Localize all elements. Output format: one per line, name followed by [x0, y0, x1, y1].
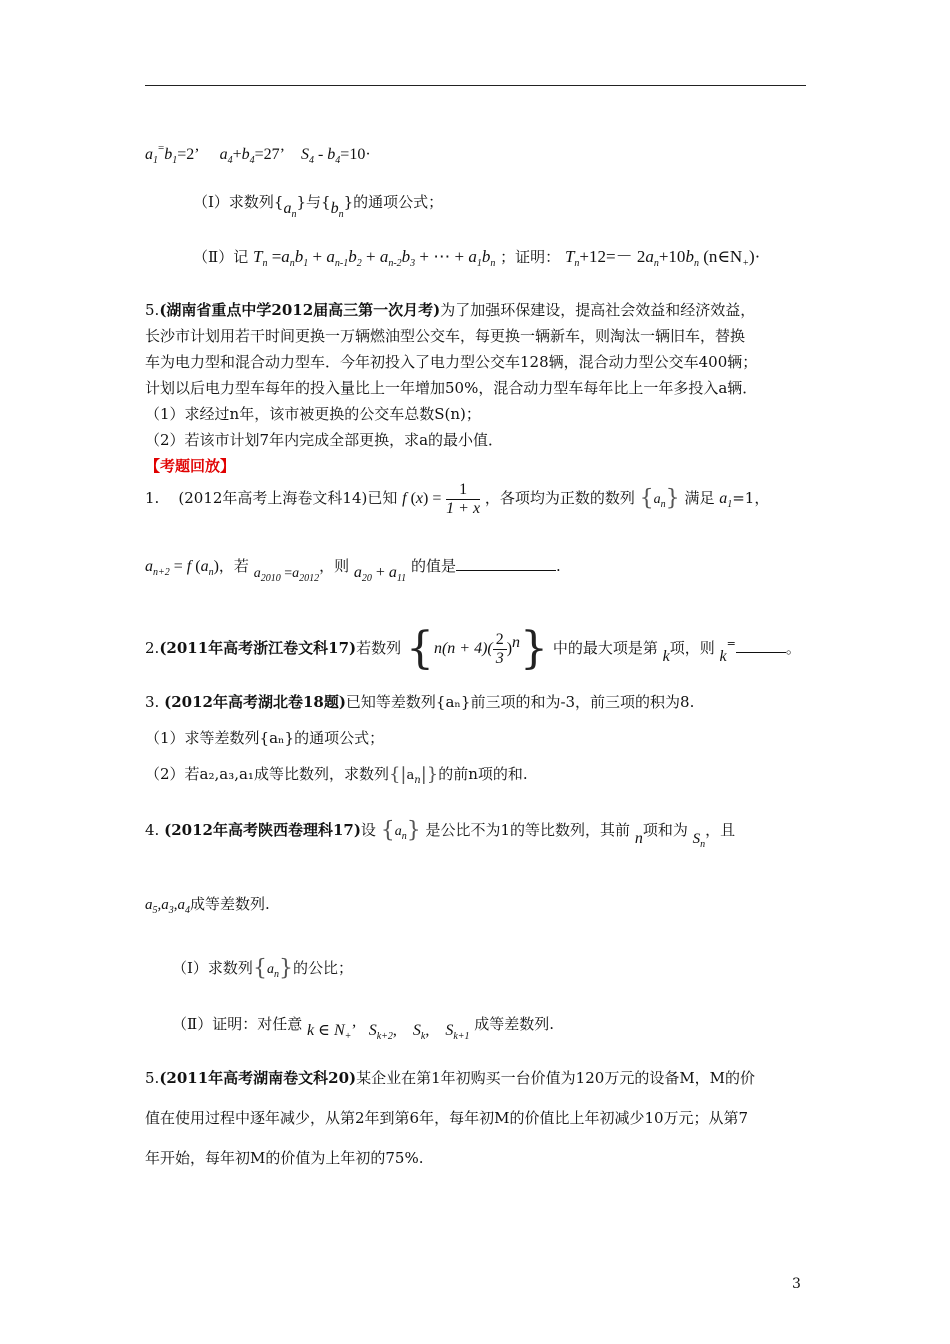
p5-question-1: （1）求经过n年，该市被更换的公交车总数S(n)；	[145, 405, 481, 423]
p5-line-3: 车为电力型和混合动力型车．今年初投入了电力型公交车128辆，混合动力型公交车400辆；	[145, 353, 758, 371]
review-3-line-1: 3. (2012年高考湖北卷18题)已知等差数列{aₙ}前三项的和为-3，前三项的积为8.	[145, 693, 695, 711]
p5-line-1: 5.(湖南省重点中学2012届高三第一次月考)为了加强环保建设，提高社会效益和经济效益，	[145, 301, 756, 319]
review-4-line-1: 4. (2012年高考陕西卷理科17)设 $\{a_n\}$ 是公比不为1的等比数列，其前 n项和为 $S_n$，且	[145, 818, 736, 850]
review-2: 2.(2011年高考浙江卷文科17)若数列 {n(n + 4)( $\frac{2}{3}$ )$^n$} 中的最大项是第 k项，则 k= 。	[145, 623, 801, 674]
review-4-question-2: （Ⅱ）证明：对任意 k ∈ $N_+$’ $S_{k+2}$, $S_k$, $S_{k+1}$ 成等差数列.	[172, 1015, 555, 1042]
p5-line-2: 长沙市计划用若干时间更换一万辆燃油型公交车，每更换一辆新车，则淘汰一辆旧车，替换	[145, 327, 746, 345]
review-heading: 【考题回放】	[145, 457, 236, 475]
p5-line-4: 计划以后电力型车每年的投入量比上一年增加50%，混合动力型车每年比上一年多投入a辆．	[145, 379, 758, 397]
review-5-line-2: 值在使用过程中逐年减少，从第2年到第6年，每年初M的价值比上年初减少10万元；从第7	[145, 1109, 749, 1127]
review-4-line-2: $a_5,a_3,a_4$成等差数列.	[145, 895, 270, 916]
p5-question-2: （2）若该市计划7年内完成全部更换，求a的最小值．	[145, 431, 504, 449]
review-5-line-1: 5.(2011年高考湖南卷文科20)某企业在第1年初购买一台价值为120万元的设备M，M的价	[145, 1069, 756, 1087]
p4-question-1: （Ⅰ）求数列$\{a_n\}$与$\{b_n\}$的通项公式；	[193, 193, 444, 220]
review-3-question-2: （2）若a₂,a₃,a₁成等比数列，求数列$\{|a_n|\}$的前n项的和.	[145, 764, 528, 786]
answer-blank	[456, 558, 556, 571]
header-rule	[145, 85, 806, 86]
p4-conditions: $a_1^=b_1=2$’ $a_4+b_4=27$’ $S_4 - b_4=10\cdot$	[145, 142, 371, 166]
review-4-question-1: （Ⅰ）求数列$\{a_n\}$的公比；	[172, 956, 353, 981]
review-1-line-1: 1. (2012年高考上海卷文科14)已知 f (x) = $\frac{1}{1 + x}$ ，各项均为正数的数列 $\{a_n\}$ 满足 $a_1=1$，	[145, 480, 770, 517]
review-1-line-2: $a_{n+2} = f$ $(a_n)$，若 $a_{2010} =a_{2012}$，则 $a_{20} + a_{11}$ 的值是 .	[145, 557, 561, 584]
page-number: 3	[792, 1276, 801, 1292]
answer-blank-k	[736, 640, 786, 653]
review-5-line-3: 年开始，每年初M的价值为上年初的75%.	[145, 1149, 424, 1167]
p4-question-2: （Ⅱ）记 $T_n =a_nb_1 + a_{n-1}b_2 + a_{n-2}b_3$ + ⋯ + $a_1b_n$ ；证明： $T_n+12=- 2a_n+10b_n$ $(n\in N_+)\cdot$	[193, 247, 761, 269]
review-3-question-1: （1）求等差数列{aₙ}的通项公式；	[145, 729, 385, 747]
